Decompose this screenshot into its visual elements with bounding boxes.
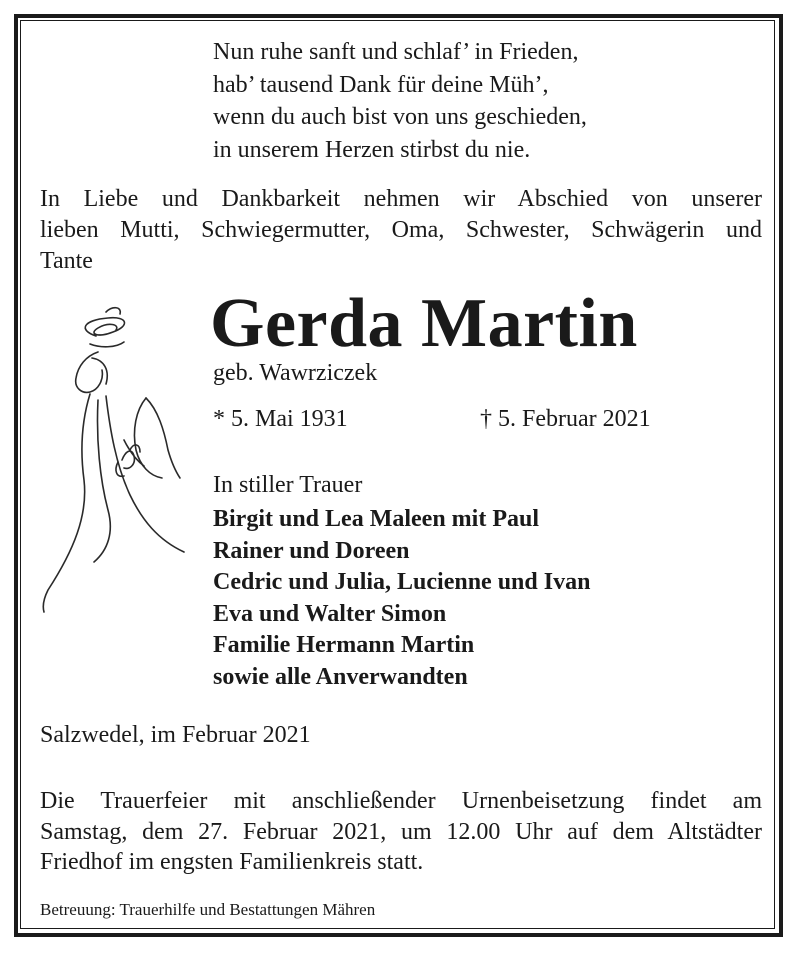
mourners-label: In stiller Trauer [213,472,363,498]
intro-line: lieben Mutti, Schwiegermutter, Oma, Schwester, Schwägerin und [40,217,762,243]
birth-date: * 5. Mai 1931 [213,406,348,432]
mourner-entry: Rainer und Doreen [213,537,410,564]
mourner-entry: Familie Hermann Martin [213,632,475,658]
maiden-name: geb. Wawrziczek [213,360,378,386]
intro-line: Tante [40,248,93,274]
death-date: † 5. Februar 2021 [480,406,651,432]
mourner-entry: sowie alle Anverwandten [213,663,468,690]
angel-icon [38,300,198,620]
service-line: Die Trauerfeier mit anschließender Urnenbeisetzung findet am [40,788,762,814]
undertaker-credit: Betreuung: Trauerhilfe und Bestattungen Mähren [40,900,376,919]
poem-line: in unserem Herzen stirbst du nie. [213,136,531,163]
intro-text [40,184,762,277]
mourner-entry: Eva und Walter Simon [213,600,447,627]
place-date: Salzwedel, im Februar 2021 [40,722,311,748]
intro-line: In Liebe und Dankbarkeit nehmen wir Abschied von unserer [40,186,762,212]
poem [213,36,587,166]
poem-line: wenn du auch bist von uns geschieden, [213,104,587,130]
service-line: Friedhof im engsten Familienkreis statt. [40,849,424,875]
mourner-entry: Cedric und Julia, Lucienne und Ivan [213,569,591,595]
service-line: Samstag, dem 27. Februar 2021, um 12.00 Uhr auf dem Altstädter [40,818,762,845]
deceased-name: Gerda Martin [210,285,638,362]
poem-line: hab’ tausend Dank für deine Müh’, [213,71,549,98]
mourner-entry: Birgit und Lea Maleen mit Paul [213,506,539,532]
poem-line: Nun ruhe sanft und schlaf’ in Frieden, [213,39,579,65]
mourners-list [213,504,590,693]
service-info [40,786,762,878]
